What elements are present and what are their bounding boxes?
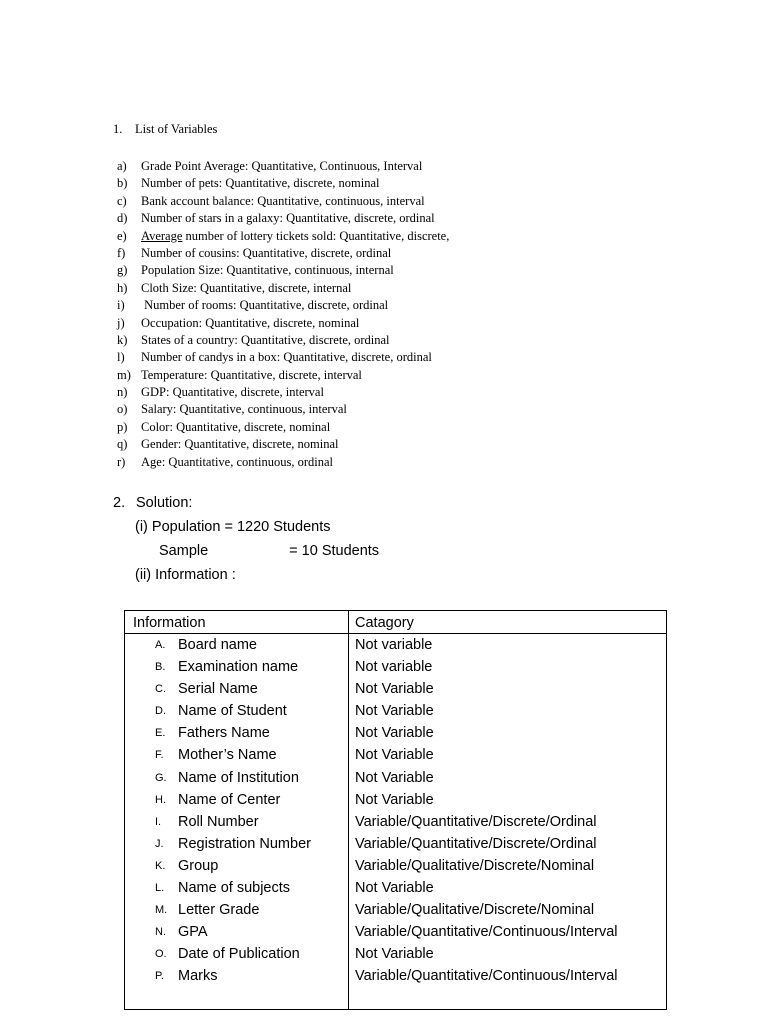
- list-item-label: k): [117, 332, 128, 347]
- row-category: Not Variable: [355, 681, 434, 698]
- list-item-label: o): [117, 402, 128, 417]
- list-item: [117, 315, 449, 332]
- list-item-text: Gender: Quantitative, discrete, nominal: [141, 437, 339, 452]
- list-item-label: b): [117, 176, 128, 191]
- row-information: Date of Publication: [178, 946, 300, 963]
- list-item-text: Bank account balance: Quantitative, continuous, interval: [141, 193, 425, 208]
- table-row: [125, 965, 666, 987]
- row-letter: O.: [155, 948, 167, 961]
- list-item: [117, 210, 449, 227]
- list-item-label: j): [117, 315, 125, 330]
- table-row: [125, 767, 666, 789]
- list-item-label: l): [117, 350, 125, 365]
- row-information: Examination name: [178, 659, 299, 676]
- row-letter: A.: [155, 639, 166, 651]
- list-item-label: r): [117, 454, 126, 469]
- row-information: Name of Institution: [178, 769, 299, 786]
- section-1-title: List of Variables: [135, 122, 218, 136]
- table-row: [125, 789, 666, 811]
- row-letter: F.: [155, 749, 164, 762]
- section-2: [113, 491, 379, 587]
- section-2-number: 2.: [113, 495, 126, 511]
- list-item-text: Number of candys in a box: Quantitative, discrete, ordinal: [141, 350, 432, 365]
- list-item-label: h): [117, 280, 128, 295]
- row-information: Marks: [178, 968, 218, 985]
- list-item-text: Salary: Quantitative, continuous, interval: [141, 402, 347, 417]
- list-item-text: Age: Quantitative, continuous, ordinal: [141, 454, 333, 469]
- list-item: [117, 367, 449, 384]
- list-item-underlined-word: Average: [141, 228, 183, 243]
- row-category: Not Variable: [355, 703, 434, 720]
- row-letter: H.: [155, 793, 166, 806]
- row-category: Not Variable: [355, 747, 434, 764]
- list-item: [117, 280, 449, 297]
- row-letter: D.: [155, 705, 166, 718]
- row-letter: M.: [155, 904, 168, 917]
- row-category: Not Variable: [355, 769, 434, 786]
- table-row: [125, 744, 666, 766]
- table-row: [125, 811, 666, 833]
- list-item-label: g): [117, 263, 128, 278]
- sample-value: = 10 Students: [289, 543, 380, 559]
- table-row: [125, 634, 666, 656]
- list-item: [117, 193, 449, 210]
- table-row: [125, 877, 666, 899]
- row-information: Mother’s Name: [178, 747, 277, 764]
- row-category: Not Variable: [355, 791, 434, 808]
- list-item: [117, 349, 449, 366]
- row-category: Variable/Quantitative/Discrete/Ordinal: [355, 813, 597, 830]
- row-information: Registration Number: [178, 835, 311, 852]
- table-header-information: Information: [133, 615, 206, 631]
- row-category: Not Variable: [355, 946, 434, 963]
- list-item-text: Grade Point Average: Quantitative, Continuous, Interval: [141, 159, 423, 173]
- row-letter: E.: [155, 727, 166, 740]
- list-item: [117, 332, 449, 349]
- row-information: Roll Number: [178, 813, 259, 830]
- information-table: [124, 610, 667, 1010]
- row-category: Not variable: [355, 637, 433, 653]
- row-information: Serial Name: [178, 681, 258, 698]
- list-item-text: Number of stars in a galaxy: Quantitative, discrete, ordinal: [141, 211, 435, 226]
- row-letter: J.: [155, 837, 164, 850]
- list-item-label: c): [117, 193, 127, 208]
- row-information: Name of Student: [178, 703, 287, 720]
- row-letter: P.: [155, 970, 164, 983]
- list-item: [117, 158, 449, 175]
- table-row: [125, 855, 666, 877]
- list-item-label: n): [117, 385, 128, 400]
- row-category: Variable/Quantitative/Continuous/Interval: [355, 924, 618, 941]
- row-information: GPA: [178, 924, 208, 941]
- list-item-label: e): [117, 228, 127, 243]
- table-row: [125, 678, 666, 700]
- list-item: [117, 384, 449, 401]
- list-item: [117, 454, 449, 471]
- row-information: Fathers Name: [178, 725, 270, 742]
- row-letter: G.: [155, 771, 167, 784]
- list-item-label: f): [117, 245, 126, 260]
- list-item: [117, 228, 449, 245]
- row-category: Not Variable: [355, 880, 434, 897]
- list-item: [117, 436, 449, 453]
- list-item-text: Population Size: Quantitative, continuous, internal: [141, 263, 394, 278]
- table-row: [125, 943, 666, 965]
- row-letter: B.: [155, 661, 166, 674]
- row-category: Variable/Qualitative/Discrete/Nominal: [355, 857, 595, 874]
- list-item: [117, 175, 449, 192]
- section-1-number: 1.: [113, 122, 123, 136]
- row-information: Name of Center: [178, 791, 281, 808]
- list-item-label: a): [117, 159, 127, 173]
- list-item-text: Color: Quantitative, discrete, nominal: [141, 419, 331, 434]
- row-letter: K.: [155, 859, 166, 872]
- population-line: (i) Population = 1220 Students: [135, 519, 331, 535]
- list-item: [117, 419, 449, 436]
- row-letter: L.: [155, 882, 165, 895]
- row-information: Board name: [178, 637, 257, 653]
- table-row: [125, 921, 666, 943]
- list-item-text: Occupation: Quantitative, discrete, nominal: [141, 315, 360, 330]
- section-2-title: Solution:: [136, 495, 193, 511]
- row-letter: C.: [155, 683, 166, 696]
- list-item: [117, 401, 449, 418]
- list-item: [117, 245, 449, 262]
- row-information: Letter Grade: [178, 902, 260, 919]
- row-category: Variable/Qualitative/Discrete/Nominal: [355, 902, 595, 919]
- row-category: Not variable: [355, 659, 433, 676]
- row-letter: I.: [155, 815, 162, 828]
- table-row: [125, 833, 666, 855]
- list-item-label: i): [117, 298, 125, 313]
- list-item-text: Cloth Size: Quantitative, discrete, internal: [141, 280, 352, 295]
- list-item-text: States of a country: Quantitative, discrete, ordinal: [141, 332, 390, 347]
- table-row: [125, 656, 666, 678]
- table-row: [125, 722, 666, 744]
- list-item-label: p): [117, 419, 128, 434]
- list-item-label: m): [117, 367, 131, 382]
- table-header-category: Catagory: [355, 615, 414, 631]
- list-item-text: Temperature: Quantitative, discrete, interval: [141, 367, 362, 382]
- row-information: Group: [178, 857, 219, 874]
- list-item-text: Number of rooms: Quantitative, discrete, ordinal: [141, 298, 389, 313]
- list-item-text: Number of pets: Quantitative, discrete, nominal: [141, 176, 380, 191]
- table-row: [125, 700, 666, 722]
- variable-list: [117, 158, 449, 471]
- list-item: [117, 262, 449, 279]
- sample-line: [113, 539, 379, 563]
- list-item-text: number of lottery tickets sold: Quantitative, discrete,: [182, 228, 450, 243]
- row-category: Not Variable: [355, 725, 434, 742]
- section-1-heading: [113, 122, 217, 137]
- table-row: [125, 899, 666, 921]
- row-category: Variable/Quantitative/Continuous/Interval: [355, 968, 618, 985]
- list-item-text: Number of cousins: Quantitative, discrete, ordinal: [141, 245, 392, 260]
- table-body: [125, 634, 666, 988]
- row-category: Variable/Quantitative/Discrete/Ordinal: [355, 835, 597, 852]
- list-item: [117, 297, 449, 314]
- row-letter: N.: [155, 926, 166, 939]
- sample-label: Sample: [159, 543, 209, 559]
- row-information: Name of subjects: [178, 880, 291, 897]
- list-item-label: q): [117, 437, 128, 452]
- section-2-heading: [113, 491, 379, 515]
- information-line: (ii) Information :: [135, 567, 236, 583]
- list-item-label: d): [117, 211, 128, 226]
- list-item-text: GDP: Quantitative, discrete, interval: [141, 385, 324, 400]
